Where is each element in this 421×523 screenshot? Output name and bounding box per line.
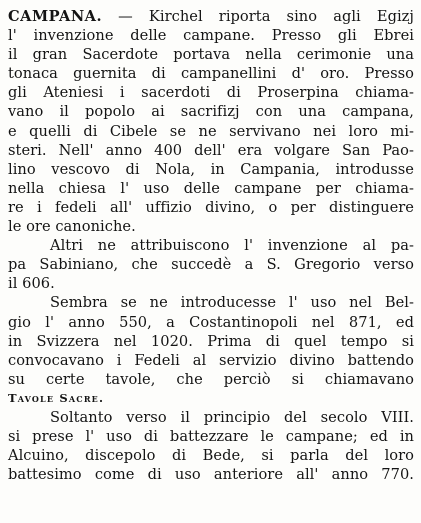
- text-line: l' invenzione delle campane. Presso gli Ebrei: [8, 27, 414, 45]
- text-line: lino vescovo di Nola, in Campania, introdusse: [8, 160, 414, 178]
- first-line-text: — Kirchel riporta sino agli Egizj: [102, 8, 414, 25]
- text-line: vano il popolo ai sacrifizj con una campana,: [8, 103, 414, 121]
- text-line: Alcuino, discepolo di Bede, si parla del loro: [8, 447, 414, 465]
- text-line: nella chiesa l' uso delle campane per chiama-: [8, 179, 414, 197]
- text-line: si prese l' uso di battezzare le campane; ed in: [8, 428, 414, 446]
- text-line: e quelli di Cibele se ne servivano nei loro mi-: [8, 122, 414, 140]
- text-line: pa Sabiniano, che succedè a S. Gregorio verso: [8, 256, 414, 274]
- article-text: [8, 7, 414, 484]
- text-line: gli Ateniesi i sacerdoti di Proserpina chiama-: [8, 84, 414, 102]
- text-line: convocavano i Fedeli al servizio divino battendo: [8, 351, 414, 369]
- text-line: re i fedeli all' uffizio divino, o per distinguere: [8, 198, 414, 216]
- text-line: [8, 7, 414, 26]
- text-line: tonaca guernita di campanellini d' oro. Presso: [8, 65, 414, 83]
- text-line: steri. Nell' anno 400 dell' era volgare San Pao-: [8, 141, 414, 159]
- paragraph-start-line: Soltanto verso il principio del secolo VIII.: [50, 408, 414, 426]
- text-line: le ore canoniche.: [8, 218, 136, 236]
- text-line: in Svizzera nel 1020. Prima di quel tempo si: [8, 332, 414, 350]
- paragraph-start-line: Altri ne attribuiscono l' invenzione al pa-: [50, 237, 414, 255]
- text-line: il 606.: [8, 275, 55, 293]
- paragraph-start-line: Sembra se ne introducesse l' uso nel Bel-: [50, 294, 414, 312]
- small-caps-term: Tavole Sacre.: [8, 390, 105, 405]
- text-line: su certe tavole, che perciò si chiamavano: [8, 370, 414, 388]
- text-line: il gran Sacerdote portava nella cerimonie una: [8, 46, 414, 64]
- text-line: battesimo come di uso anteriore all' anno 770.: [8, 466, 414, 484]
- text-line: gio l' anno 550, a Costantinopoli nel 871, ed: [8, 313, 414, 331]
- entry-heading: CAMPANA.: [8, 8, 103, 25]
